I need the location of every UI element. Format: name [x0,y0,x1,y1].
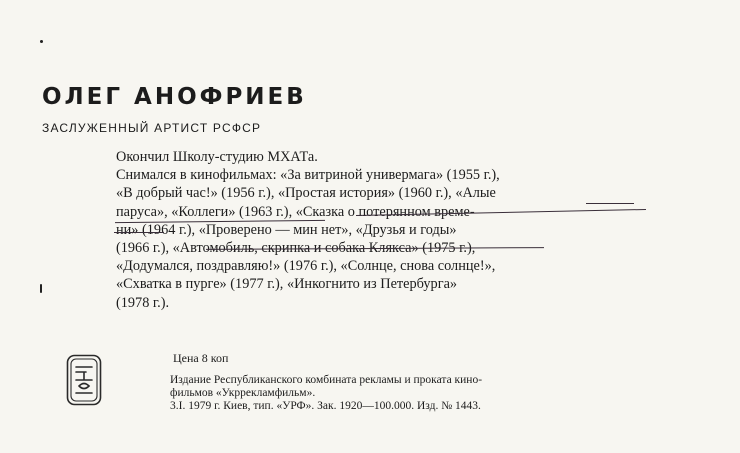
actor-name: ОЛЕГ АНОФРИЕВ [42,84,307,110]
bio-line: «В добрый час!» (1956 г.), «Простая история» (1960 г.), «Алые [116,185,496,202]
ink-speck [40,40,43,43]
ink-speck [40,284,42,293]
bio-line: Снимался в кинофильмах: «За витриной универмага» (1955 г.), [116,167,500,184]
price-label: Цена 8 коп [173,351,229,365]
bio-line: ни» (1964 г.), «Проверено — мин нет», «Друзья и годы» [116,221,457,238]
publisher-imprint [170,374,482,414]
bio-line: «Додумался, поздравляю!» (1976 г.), «Солнце, снова солнце!», [116,258,496,275]
imprint-line: 3.I. 1979 г. Киев, тип. «УРФ». Зак. 1920—100.000. Изд. № 1443. [170,400,481,413]
bio-line: Окончил Школу-студию МХАТа. [116,149,318,165]
bio-line: (1978 г.). [116,294,170,311]
bio-line: (1966 г.), «Автомобиль, скрипка и собака Клякса» (1975 г.), [116,239,476,256]
handwritten-underline [586,203,634,204]
honorary-title: ЗАСЛУЖЕННЫЙ АРТИСТ РСФСР [42,121,262,135]
bio-line: «Схватка в пурге» (1977 г.), «Инкогнито из Петербурга» [116,276,458,293]
imprint-line: фильмов «Укррекламфильм». [170,387,316,400]
publisher-logo-icon [66,354,102,406]
handwritten-underline [114,232,164,233]
bio-line: паруса», «Коллеги» (1963 г.), «Сказка о потерянном време- [116,203,475,220]
biography-text [116,148,500,312]
imprint-line: Издание Республиканского комбината рекламы и проката кино- [170,374,483,386]
